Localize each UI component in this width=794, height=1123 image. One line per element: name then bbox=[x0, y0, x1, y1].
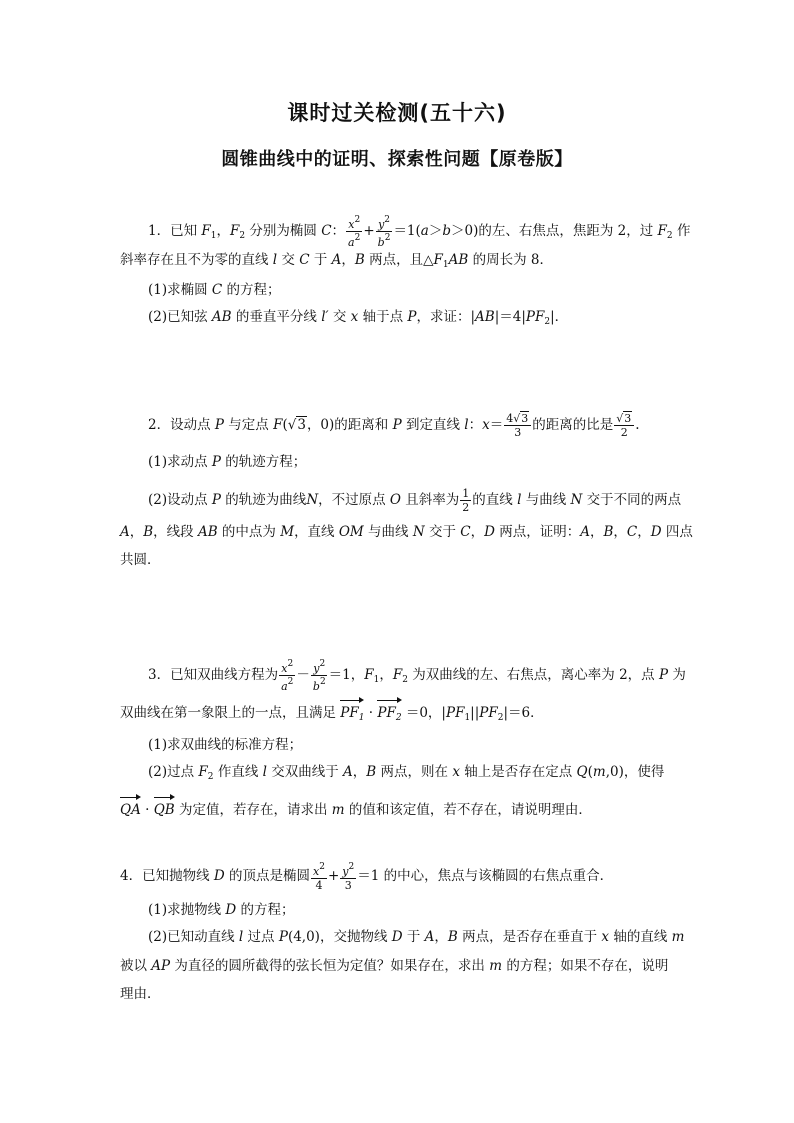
text-fragment: F bbox=[392, 667, 403, 683]
text-fragment: ，求证：| bbox=[416, 309, 476, 325]
problem-2-line-5 bbox=[120, 550, 161, 570]
text-fragment: |． bbox=[550, 309, 569, 325]
problem-3-line-5 bbox=[120, 797, 592, 820]
text-fragment: ： bbox=[331, 223, 346, 239]
text-fragment: (2)已知弦 bbox=[148, 309, 212, 325]
text-fragment: 2 bbox=[354, 233, 361, 243]
text-fragment: (1)求双曲线的标准方程； bbox=[148, 737, 303, 753]
text-fragment: AP bbox=[151, 958, 171, 974]
text-fragment: 两点，则在 bbox=[376, 764, 453, 780]
text-fragment: ，线段 bbox=[153, 524, 198, 540]
text-fragment: F bbox=[657, 223, 667, 239]
text-fragment: 为定值，若存在，请求出 bbox=[174, 802, 332, 818]
text-fragment: ＞0)的左、右焦点，焦距为 2，过 bbox=[451, 223, 658, 239]
text-fragment: 4．已知抛物线 bbox=[120, 868, 214, 884]
text-fragment: A bbox=[120, 524, 130, 540]
text-fragment: C bbox=[211, 282, 223, 298]
text-fragment: M bbox=[280, 524, 295, 540]
text-fragment: 交于不同的两点 bbox=[582, 492, 682, 508]
text-fragment: 2 bbox=[544, 317, 551, 327]
text-fragment: ＝0，| bbox=[401, 705, 446, 721]
text-fragment: F bbox=[230, 223, 240, 239]
text-fragment: F bbox=[364, 667, 374, 683]
text-fragment: F bbox=[433, 252, 443, 268]
text-fragment: 1 bbox=[358, 713, 365, 723]
text-fragment: ， bbox=[613, 524, 627, 540]
text-fragment: 2 bbox=[395, 713, 402, 723]
text-fragment: C bbox=[460, 524, 471, 540]
text-fragment: 轴于点 bbox=[358, 309, 408, 325]
text-fragment bbox=[614, 412, 634, 426]
text-fragment: PF bbox=[340, 705, 359, 721]
text-fragment: (2)设动点 bbox=[148, 492, 212, 508]
text-fragment: F bbox=[201, 223, 211, 239]
text-fragment: 到定直线 bbox=[401, 417, 465, 433]
text-fragment: a bbox=[348, 236, 355, 249]
text-fragment: B bbox=[366, 764, 377, 780]
problem-4-line-4 bbox=[120, 956, 668, 976]
text-fragment: ， bbox=[352, 764, 367, 780]
text-fragment: 2 bbox=[319, 659, 326, 669]
text-fragment: 两点，是否存在垂直于 bbox=[457, 929, 602, 945]
text-fragment: 于 bbox=[309, 252, 332, 268]
text-fragment bbox=[311, 676, 328, 693]
text-fragment: B bbox=[447, 929, 458, 945]
text-fragment bbox=[376, 214, 392, 232]
text-fragment: 4 bbox=[506, 412, 514, 425]
text-fragment: 2 bbox=[384, 233, 391, 243]
text-fragment: (1)求抛物线 bbox=[148, 902, 226, 918]
text-fragment: 2 bbox=[620, 426, 628, 439]
text-fragment: ，0)的距离和 bbox=[306, 417, 393, 433]
text-fragment: x bbox=[348, 218, 355, 231]
text-fragment: 共圆． bbox=[120, 552, 161, 568]
fraction-x2-a2 bbox=[279, 658, 295, 693]
text-fragment: C bbox=[321, 223, 332, 239]
text-fragment: D bbox=[650, 524, 662, 540]
text-fragment: 4 bbox=[315, 879, 323, 892]
text-fragment: · bbox=[140, 802, 154, 818]
text-fragment: 2 bbox=[348, 862, 355, 872]
text-fragment: ， bbox=[470, 524, 485, 540]
text-fragment: · bbox=[364, 705, 378, 721]
text-fragment: A bbox=[331, 252, 342, 268]
text-fragment: F bbox=[198, 764, 208, 780]
text-fragment: 交 bbox=[277, 252, 300, 268]
problem-3-line-2 bbox=[120, 700, 544, 728]
text-fragment: AB bbox=[475, 309, 495, 325]
text-fragment: P bbox=[278, 929, 288, 945]
text-fragment: AB bbox=[211, 309, 232, 325]
text-fragment: . bbox=[635, 417, 640, 433]
problem-1-line-1 bbox=[148, 214, 690, 249]
text-fragment: 的周长为 8． bbox=[468, 252, 553, 268]
text-fragment: A bbox=[424, 929, 435, 945]
problem-4-question-2 bbox=[148, 927, 684, 947]
text-fragment: (2)已知动直线 bbox=[148, 929, 239, 945]
text-fragment: 作 bbox=[672, 223, 691, 239]
text-fragment: x bbox=[601, 929, 610, 945]
text-fragment: OM bbox=[338, 524, 364, 540]
text-fragment: P bbox=[392, 417, 402, 433]
text-fragment: D bbox=[484, 524, 495, 540]
text-fragment bbox=[279, 676, 295, 693]
text-fragment: 为直径的圆所截得的弦长恒为定值？如果存在，求出 bbox=[170, 958, 490, 974]
text-fragment bbox=[346, 232, 362, 249]
text-fragment: PF bbox=[479, 705, 498, 721]
text-fragment: 的距离的比是 bbox=[532, 417, 614, 433]
text-fragment: 2 bbox=[319, 677, 326, 687]
text-fragment: y bbox=[313, 662, 320, 675]
text-fragment: ＝1， bbox=[328, 667, 365, 683]
text-fragment: PF bbox=[377, 705, 396, 721]
text-fragment: + bbox=[327, 868, 340, 884]
text-fragment: 的方程；如果不存在，说明 bbox=[502, 958, 669, 974]
text-fragment: |＝4| bbox=[494, 309, 526, 325]
text-fragment: |＝6． bbox=[503, 705, 544, 721]
text-fragment: 两点，且△ bbox=[364, 252, 434, 268]
text-fragment: 交于 bbox=[424, 524, 461, 540]
text-fragment: 的值和该定值，若不存在，请说明理由． bbox=[344, 802, 592, 818]
text-fragment: (1)求椭圆 bbox=[148, 282, 212, 298]
text-fragment: 被以 bbox=[120, 958, 152, 974]
text-fragment: P bbox=[211, 492, 222, 508]
text-fragment: C bbox=[626, 524, 638, 540]
text-fragment: l bbox=[517, 492, 522, 508]
vector-pf2 bbox=[377, 700, 401, 728]
sqrt-3: √3 bbox=[287, 417, 306, 433]
text-fragment: b bbox=[442, 223, 452, 239]
text-fragment: 过点 bbox=[243, 929, 279, 945]
text-fragment: + bbox=[363, 223, 375, 239]
text-fragment: ： bbox=[468, 417, 483, 433]
text-fragment: ,0)，使得 bbox=[605, 764, 665, 780]
text-fragment: ，不过原点 bbox=[318, 492, 390, 508]
text-fragment: F bbox=[273, 417, 283, 433]
text-fragment: N bbox=[306, 492, 319, 508]
text-fragment: AB bbox=[197, 524, 218, 540]
text-fragment: m bbox=[592, 764, 606, 780]
text-fragment: 的方程； bbox=[236, 902, 295, 918]
text-fragment: 3．已知双曲线方程为 bbox=[148, 667, 279, 683]
fraction-y2-3 bbox=[340, 861, 356, 892]
text-fragment bbox=[311, 658, 327, 676]
text-fragment: O bbox=[389, 492, 401, 508]
text-fragment: x bbox=[281, 662, 288, 675]
text-fragment: 1．已知 bbox=[148, 223, 202, 239]
text-fragment: 轴的直线 bbox=[609, 929, 672, 945]
fraction-x2-a2 bbox=[346, 214, 362, 249]
text-fragment: 3 bbox=[521, 412, 529, 425]
text-fragment: P bbox=[211, 454, 222, 470]
problem-2-question-1 bbox=[148, 452, 306, 472]
problem-3-question-1 bbox=[148, 735, 302, 755]
text-fragment: 四点 bbox=[661, 524, 693, 540]
problem-3-question-2 bbox=[148, 762, 664, 787]
text-fragment: 轴上是否存在定点 bbox=[459, 764, 577, 780]
text-fragment: 2 bbox=[462, 501, 470, 514]
text-fragment: 3 bbox=[624, 412, 632, 425]
text-fragment: 2 bbox=[402, 675, 408, 685]
text-fragment: b bbox=[377, 236, 385, 249]
text-fragment: 的轨迹方程； bbox=[221, 454, 307, 470]
text-fragment: 1 bbox=[442, 260, 449, 270]
page-subtitle: 圆锥曲线中的证明、探索性问题【原卷版】 bbox=[221, 149, 573, 170]
text-fragment: 的垂直平分线 bbox=[231, 309, 322, 325]
text-fragment: 斜率存在且不为零的直线 bbox=[120, 252, 273, 268]
text-fragment: 交双曲线于 bbox=[266, 764, 344, 780]
text-fragment: D bbox=[391, 929, 403, 945]
text-fragment: P bbox=[658, 667, 669, 683]
fraction-sqrt3-2 bbox=[614, 412, 634, 439]
text-fragment: l bbox=[272, 252, 278, 268]
text-fragment: ， bbox=[637, 524, 651, 540]
text-fragment bbox=[376, 232, 393, 249]
text-fragment: ， bbox=[129, 524, 144, 540]
text-fragment: 交 bbox=[328, 309, 351, 325]
text-fragment: P bbox=[214, 417, 224, 433]
text-fragment: y bbox=[378, 218, 385, 231]
text-fragment: m bbox=[489, 958, 503, 974]
text-fragment: D bbox=[213, 868, 225, 884]
text-fragment: (4,0)，交抛物线 bbox=[287, 929, 392, 945]
text-fragment: N bbox=[412, 524, 425, 540]
text-fragment: l bbox=[238, 929, 244, 945]
text-fragment: PF bbox=[525, 309, 545, 325]
text-fragment: 1 bbox=[210, 231, 217, 241]
problem-3-line-1 bbox=[148, 658, 686, 693]
text-fragment: 的中点为 bbox=[217, 524, 281, 540]
text-fragment: P bbox=[407, 309, 417, 325]
text-fragment bbox=[279, 658, 295, 676]
problem-2-line-4 bbox=[120, 522, 693, 542]
text-fragment: Q bbox=[576, 764, 588, 780]
text-fragment: √3 bbox=[513, 412, 529, 425]
text-fragment: 2 bbox=[287, 677, 294, 687]
text-fragment: 为 bbox=[668, 667, 686, 683]
text-fragment: 的顶点是椭圆 bbox=[224, 868, 311, 884]
text-fragment: √3 bbox=[616, 412, 632, 425]
text-fragment: ， bbox=[216, 223, 230, 239]
text-fragment: (2)过点 bbox=[148, 764, 199, 780]
text-fragment: ＝1 的中心，焦点与该椭圆的右焦点重合． bbox=[357, 868, 614, 884]
text-fragment: 分别为椭圆 bbox=[245, 223, 322, 239]
text-fragment: y bbox=[342, 865, 349, 878]
text-fragment: AB bbox=[448, 252, 469, 268]
fraction-y2-b2 bbox=[376, 214, 393, 249]
text-fragment: 的直线 bbox=[472, 492, 518, 508]
text-fragment: 2 bbox=[287, 659, 294, 669]
text-fragment: 两点，证明： bbox=[494, 524, 581, 540]
text-fragment: C bbox=[299, 252, 310, 268]
text-fragment: 1 bbox=[373, 675, 380, 685]
text-fragment: 2 bbox=[319, 862, 325, 872]
vector-pf1 bbox=[340, 700, 364, 728]
text-fragment: 双曲线在第一象限上的一点，且满足 bbox=[120, 705, 341, 721]
text-fragment: ＝1( bbox=[393, 223, 421, 239]
text-fragment: l bbox=[262, 764, 267, 780]
text-fragment: B bbox=[143, 524, 154, 540]
text-fragment: 3 bbox=[514, 426, 522, 439]
text-fragment: l bbox=[464, 417, 469, 433]
text-fragment: 的轨迹为曲线 bbox=[221, 492, 307, 508]
text-fragment: PF bbox=[445, 705, 465, 721]
text-fragment: － bbox=[296, 667, 310, 683]
text-fragment: 的方程； bbox=[222, 282, 281, 298]
text-fragment: 与曲线 bbox=[363, 524, 413, 540]
text-fragment: m bbox=[671, 929, 685, 945]
text-fragment bbox=[346, 214, 362, 232]
problem-1-question-2 bbox=[148, 307, 568, 332]
text-fragment: x bbox=[313, 865, 320, 878]
text-fragment: B bbox=[354, 252, 365, 268]
text-fragment: 2 bbox=[497, 713, 504, 723]
fraction-1-2 bbox=[460, 487, 471, 514]
text-fragment: A bbox=[343, 764, 353, 780]
text-fragment bbox=[340, 861, 356, 879]
fraction-4sqrt3-3 bbox=[504, 412, 531, 439]
text-fragment: l′ bbox=[321, 309, 329, 325]
text-fragment: b bbox=[312, 680, 320, 693]
text-fragment: 2．设动点 bbox=[148, 417, 215, 433]
text-fragment: 2 bbox=[207, 772, 214, 782]
text-fragment: 1 bbox=[462, 487, 470, 500]
text-fragment: 为双曲线的左、右焦点，离心率为 2，点 bbox=[407, 667, 659, 683]
text-fragment: ＞ bbox=[428, 223, 443, 239]
text-fragment: ， bbox=[589, 524, 604, 540]
problem-4-line-1 bbox=[120, 861, 613, 892]
problem-2-question-2 bbox=[148, 487, 681, 514]
text-fragment: 2 bbox=[384, 215, 391, 225]
text-fragment: a bbox=[281, 680, 288, 693]
text-fragment: x bbox=[452, 764, 460, 780]
text-fragment: 于 bbox=[402, 929, 425, 945]
text-fragment: N bbox=[570, 492, 583, 508]
text-fragment: 3 bbox=[344, 879, 352, 892]
fraction-y2-b2 bbox=[311, 658, 328, 693]
text-fragment: 且斜率为 bbox=[401, 492, 460, 508]
problem-2-line-1 bbox=[148, 412, 640, 439]
vector-qb: QB bbox=[154, 797, 175, 820]
text-fragment: 2 bbox=[239, 231, 246, 241]
text-fragment: (1)求动点 bbox=[148, 454, 212, 470]
text-fragment: ，直线 bbox=[294, 524, 339, 540]
text-fragment: 2 bbox=[354, 215, 361, 225]
text-fragment bbox=[311, 861, 327, 879]
page-title: 课时过关检测(五十六) bbox=[287, 101, 507, 125]
text-fragment: 与定点 bbox=[223, 417, 274, 433]
text-fragment: ( bbox=[282, 417, 288, 433]
text-fragment: 与曲线 bbox=[521, 492, 571, 508]
problem-1-question-1 bbox=[148, 280, 281, 300]
text-fragment: 1 bbox=[464, 713, 471, 723]
text-fragment: ＝ bbox=[489, 417, 504, 433]
text-fragment: ， bbox=[379, 667, 393, 683]
text-fragment: ， bbox=[341, 252, 355, 268]
vector-qa: QA bbox=[120, 797, 141, 820]
text-fragment: ， bbox=[434, 929, 448, 945]
text-fragment: D bbox=[225, 902, 237, 918]
text-fragment bbox=[504, 412, 531, 426]
fraction-x2-4 bbox=[311, 861, 327, 892]
text-fragment: 3 bbox=[297, 417, 306, 433]
text-fragment: 理由． bbox=[120, 986, 161, 1002]
text-fragment: m bbox=[331, 802, 345, 818]
text-fragment: || bbox=[470, 705, 480, 721]
text-fragment: B bbox=[603, 524, 614, 540]
text-fragment: x bbox=[350, 309, 359, 325]
text-fragment: 2 bbox=[666, 231, 673, 241]
text-fragment: x bbox=[482, 417, 490, 433]
text-fragment: A bbox=[580, 524, 590, 540]
problem-4-line-5 bbox=[120, 984, 161, 1004]
text-fragment: ( bbox=[587, 764, 593, 780]
text-fragment: a bbox=[420, 223, 429, 239]
text-fragment: 作直线 bbox=[213, 764, 263, 780]
problem-1-line-2 bbox=[120, 250, 553, 275]
problem-4-question-1 bbox=[148, 900, 295, 920]
